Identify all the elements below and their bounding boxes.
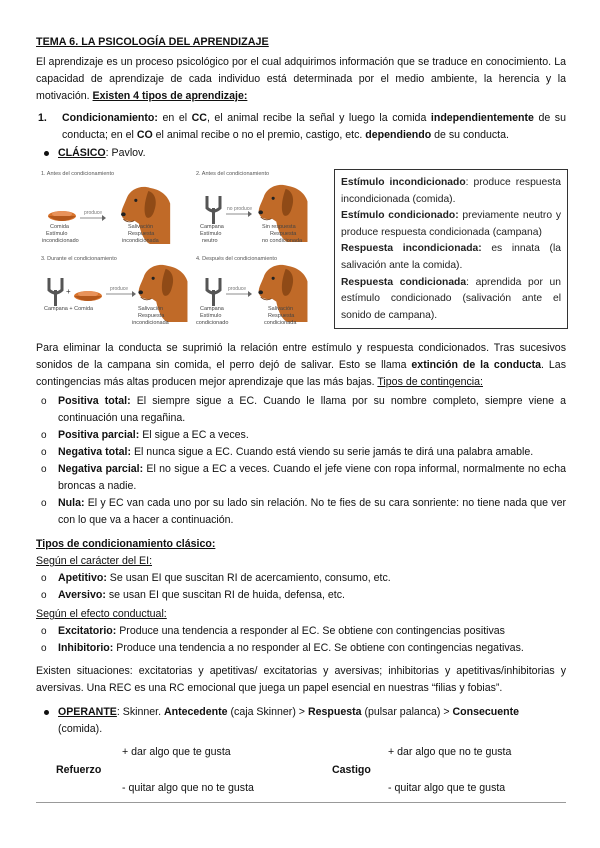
situaciones-paragraph: Existen situaciones: excitatorias y apetitivas/ excitatorias y aversivas; inhibitorias y apetitivas/inhibitorias y aversivas. Una REC es una RC emocional que juega un papel esencial en nuestras “filias y fobias”. xyxy=(36,665,566,694)
arrow-head xyxy=(132,291,136,297)
refuerzo-castigo-grid xyxy=(36,744,566,800)
pavlov-figure-row xyxy=(36,166,566,338)
arrow-head xyxy=(248,291,252,297)
food-bowl-icon xyxy=(48,211,76,221)
right-top: Sin respuesta xyxy=(262,224,296,230)
right-top: Salivación xyxy=(268,306,294,312)
intro-underlined: Existen 4 tipos de aprendizaje: xyxy=(92,90,248,102)
right-caption-2: incondicionada xyxy=(122,238,159,244)
arrow-label: no produce xyxy=(227,206,253,212)
arrow-label: produce xyxy=(110,286,129,292)
tipos-heading: Tipos de condicionamiento clásico: xyxy=(36,538,216,550)
list-item: o Nula: El y EC van cada uno por su lado sin relación. No te fies de su cara sonriente: no tiene nada que ver con lo que va a hacer a continuación. xyxy=(41,497,566,526)
panel-4 xyxy=(196,256,307,326)
stimulus-label: Campana + Comida xyxy=(44,306,94,312)
left-caption-2: condicionado xyxy=(196,320,229,326)
left-caption-1: Estímulo xyxy=(200,313,222,319)
stimulus-label: Comida xyxy=(50,224,69,230)
right-caption-1: Respuesta xyxy=(138,313,165,319)
list-item-condicionamiento: 1. Condicionamiento: en el CC, el animal recibe la señal y luego la comida independientemente de su conducta; en el CO el animal recibe o no el premio, castigo, etc. dependiendo de su conducta. xyxy=(38,112,566,141)
definitions-box xyxy=(334,169,568,329)
right-caption-2: no condicionada xyxy=(262,238,303,244)
right-caption-1: Respuesta xyxy=(128,231,155,237)
contingencias-list xyxy=(36,393,566,529)
panel-heading: 2. Antes del condicionamiento xyxy=(196,171,270,177)
right-top: Salivación xyxy=(128,224,154,230)
def-respuesta-condicionada: Respuesta condicionada: aprendida por un estímulo condicionado (salivación ante el sonido de campana). xyxy=(341,276,561,321)
caracter-list xyxy=(36,570,566,604)
refuerzo-plus: + dar algo que te gusta xyxy=(122,746,231,758)
stimulus-label: Campana xyxy=(200,224,224,230)
castigo-minus: - quitar algo que te gusta xyxy=(388,782,506,794)
left-caption-2: incondicionado xyxy=(42,238,79,244)
bullet-dot xyxy=(44,151,49,156)
pavlov-diagram xyxy=(36,166,326,334)
panel-1 xyxy=(41,171,170,244)
left-caption-2: neutro xyxy=(202,238,218,244)
document-title: TEMA 6. LA PSICOLOGÍA DEL APRENDIZAJE xyxy=(36,36,269,48)
list-item: o Inhibitorio: Produce una tendencia a no responder al EC. Se obtiene con contingencias negativas. xyxy=(41,642,524,654)
efecto-heading: Según el efecto conductual: xyxy=(36,608,167,620)
list-item: o Negativa parcial: El no sigue a EC a veces. Cuando el jefe viene con ropa informal, normalmente no echa broncas a nadie. xyxy=(41,463,566,492)
bullet-clasico: CLÁSICO: Pavlov. xyxy=(36,145,566,162)
panel-heading: 1. Antes del condicionamiento xyxy=(41,171,115,177)
tuning-fork-icon xyxy=(207,196,220,224)
list-item: o Positiva total: El siempre sigue a EC. Cuando le llama por su nombre completo, siempre viene a continuación una regañina. xyxy=(41,395,566,424)
stimulus-label: Campana xyxy=(200,306,224,312)
list-item: o Excitatorio: Produce una tendencia a responder al EC. Se obtiene con contingencias positivas xyxy=(41,625,505,637)
list-item: o Negativa total: El nunca sigue a EC. Cuando está viendo su serie jamás te dirá una palabra amable. xyxy=(41,446,534,458)
arrow-label: produce xyxy=(228,286,247,292)
bullet-operante: OPERANTE: Skinner. Antecedente (caja Skinner) > Respuesta (pulsar palanca) > Consecuente (comida). xyxy=(36,704,566,738)
right-caption-1: Respuesta xyxy=(268,313,295,319)
types-list xyxy=(36,110,566,144)
def-estimulo-incondicionado: Estímulo incondicionado: produce respuesta incondicionada (comida). xyxy=(341,177,561,205)
intro-paragraph: El aprendizaje es un proceso psicológico por el cual adquirimos información que se traduce en conocimiento. La capacidad de aprendizaje de cada individuo está determinada por el medio ambiente, la herencia y la motivación. Existen 4 tipos de aprendizaje: xyxy=(36,56,566,102)
panel-3 xyxy=(41,256,187,326)
document-page xyxy=(36,36,566,800)
castigo-label: Castigo xyxy=(332,764,371,776)
right-caption-2: incondicionada xyxy=(132,320,169,326)
right-top: Salivación xyxy=(138,306,164,312)
arrow-label: produce xyxy=(84,210,103,216)
bullet-dot xyxy=(44,710,49,715)
tuning-fork-icon xyxy=(207,278,220,306)
def-respuesta-incondicionada: Respuesta incondicionada: es innata (la salivación ante la comida). xyxy=(341,243,561,271)
tuning-fork-icon xyxy=(49,278,62,306)
panel-2 xyxy=(196,171,307,244)
arrow-head xyxy=(102,215,106,221)
def-estimulo-condicionado: Estímulo condicionado: previamente neutro y produce respuesta condicionada (campana) xyxy=(341,210,562,238)
page-divider xyxy=(36,802,566,803)
contingencia-heading: Tipos de contingencia: xyxy=(377,376,483,388)
list-item: o Apetitivo: Se usan EI que suscitan RI de acercamiento, consumo, etc. xyxy=(41,572,391,584)
right-caption-2: condicionada xyxy=(264,320,297,326)
panel-heading: 3. Durante el condicionamiento xyxy=(41,256,117,262)
left-caption-1: Estímulo xyxy=(46,231,68,237)
left-caption-1: Estímulo xyxy=(200,231,222,237)
caracter-heading: Según el carácter del EI: xyxy=(36,555,153,567)
efecto-list xyxy=(36,623,566,657)
extincion-paragraph: Para eliminar la conducta se suprimió la relación entre estímulo y respuesta condicionados. Tras sucesivos sonidos de la campana sin comida, el perro dejó de salivar. Esto se llama extinción de la conducta. Las contingencias más altas producen mejor aprendizaje que las más bajas. Tipos de contingencia: xyxy=(36,342,566,388)
panel-heading: 4. Después del condicionamiento xyxy=(196,256,278,262)
list-item: o Aversivo: se usan EI que suscitan RI de huida, defensa, etc. xyxy=(41,589,345,601)
plus-sign: + xyxy=(66,287,71,296)
list-item: o Positiva parcial: El sigue a EC a veces. xyxy=(41,429,249,441)
food-bowl-icon xyxy=(74,291,102,301)
castigo-plus: + dar algo que no te gusta xyxy=(388,746,512,758)
right-caption-1: Respuesta xyxy=(270,231,297,237)
refuerzo-minus: - quitar algo que no te gusta xyxy=(122,782,254,794)
refuerzo-label: Refuerzo xyxy=(56,764,102,776)
